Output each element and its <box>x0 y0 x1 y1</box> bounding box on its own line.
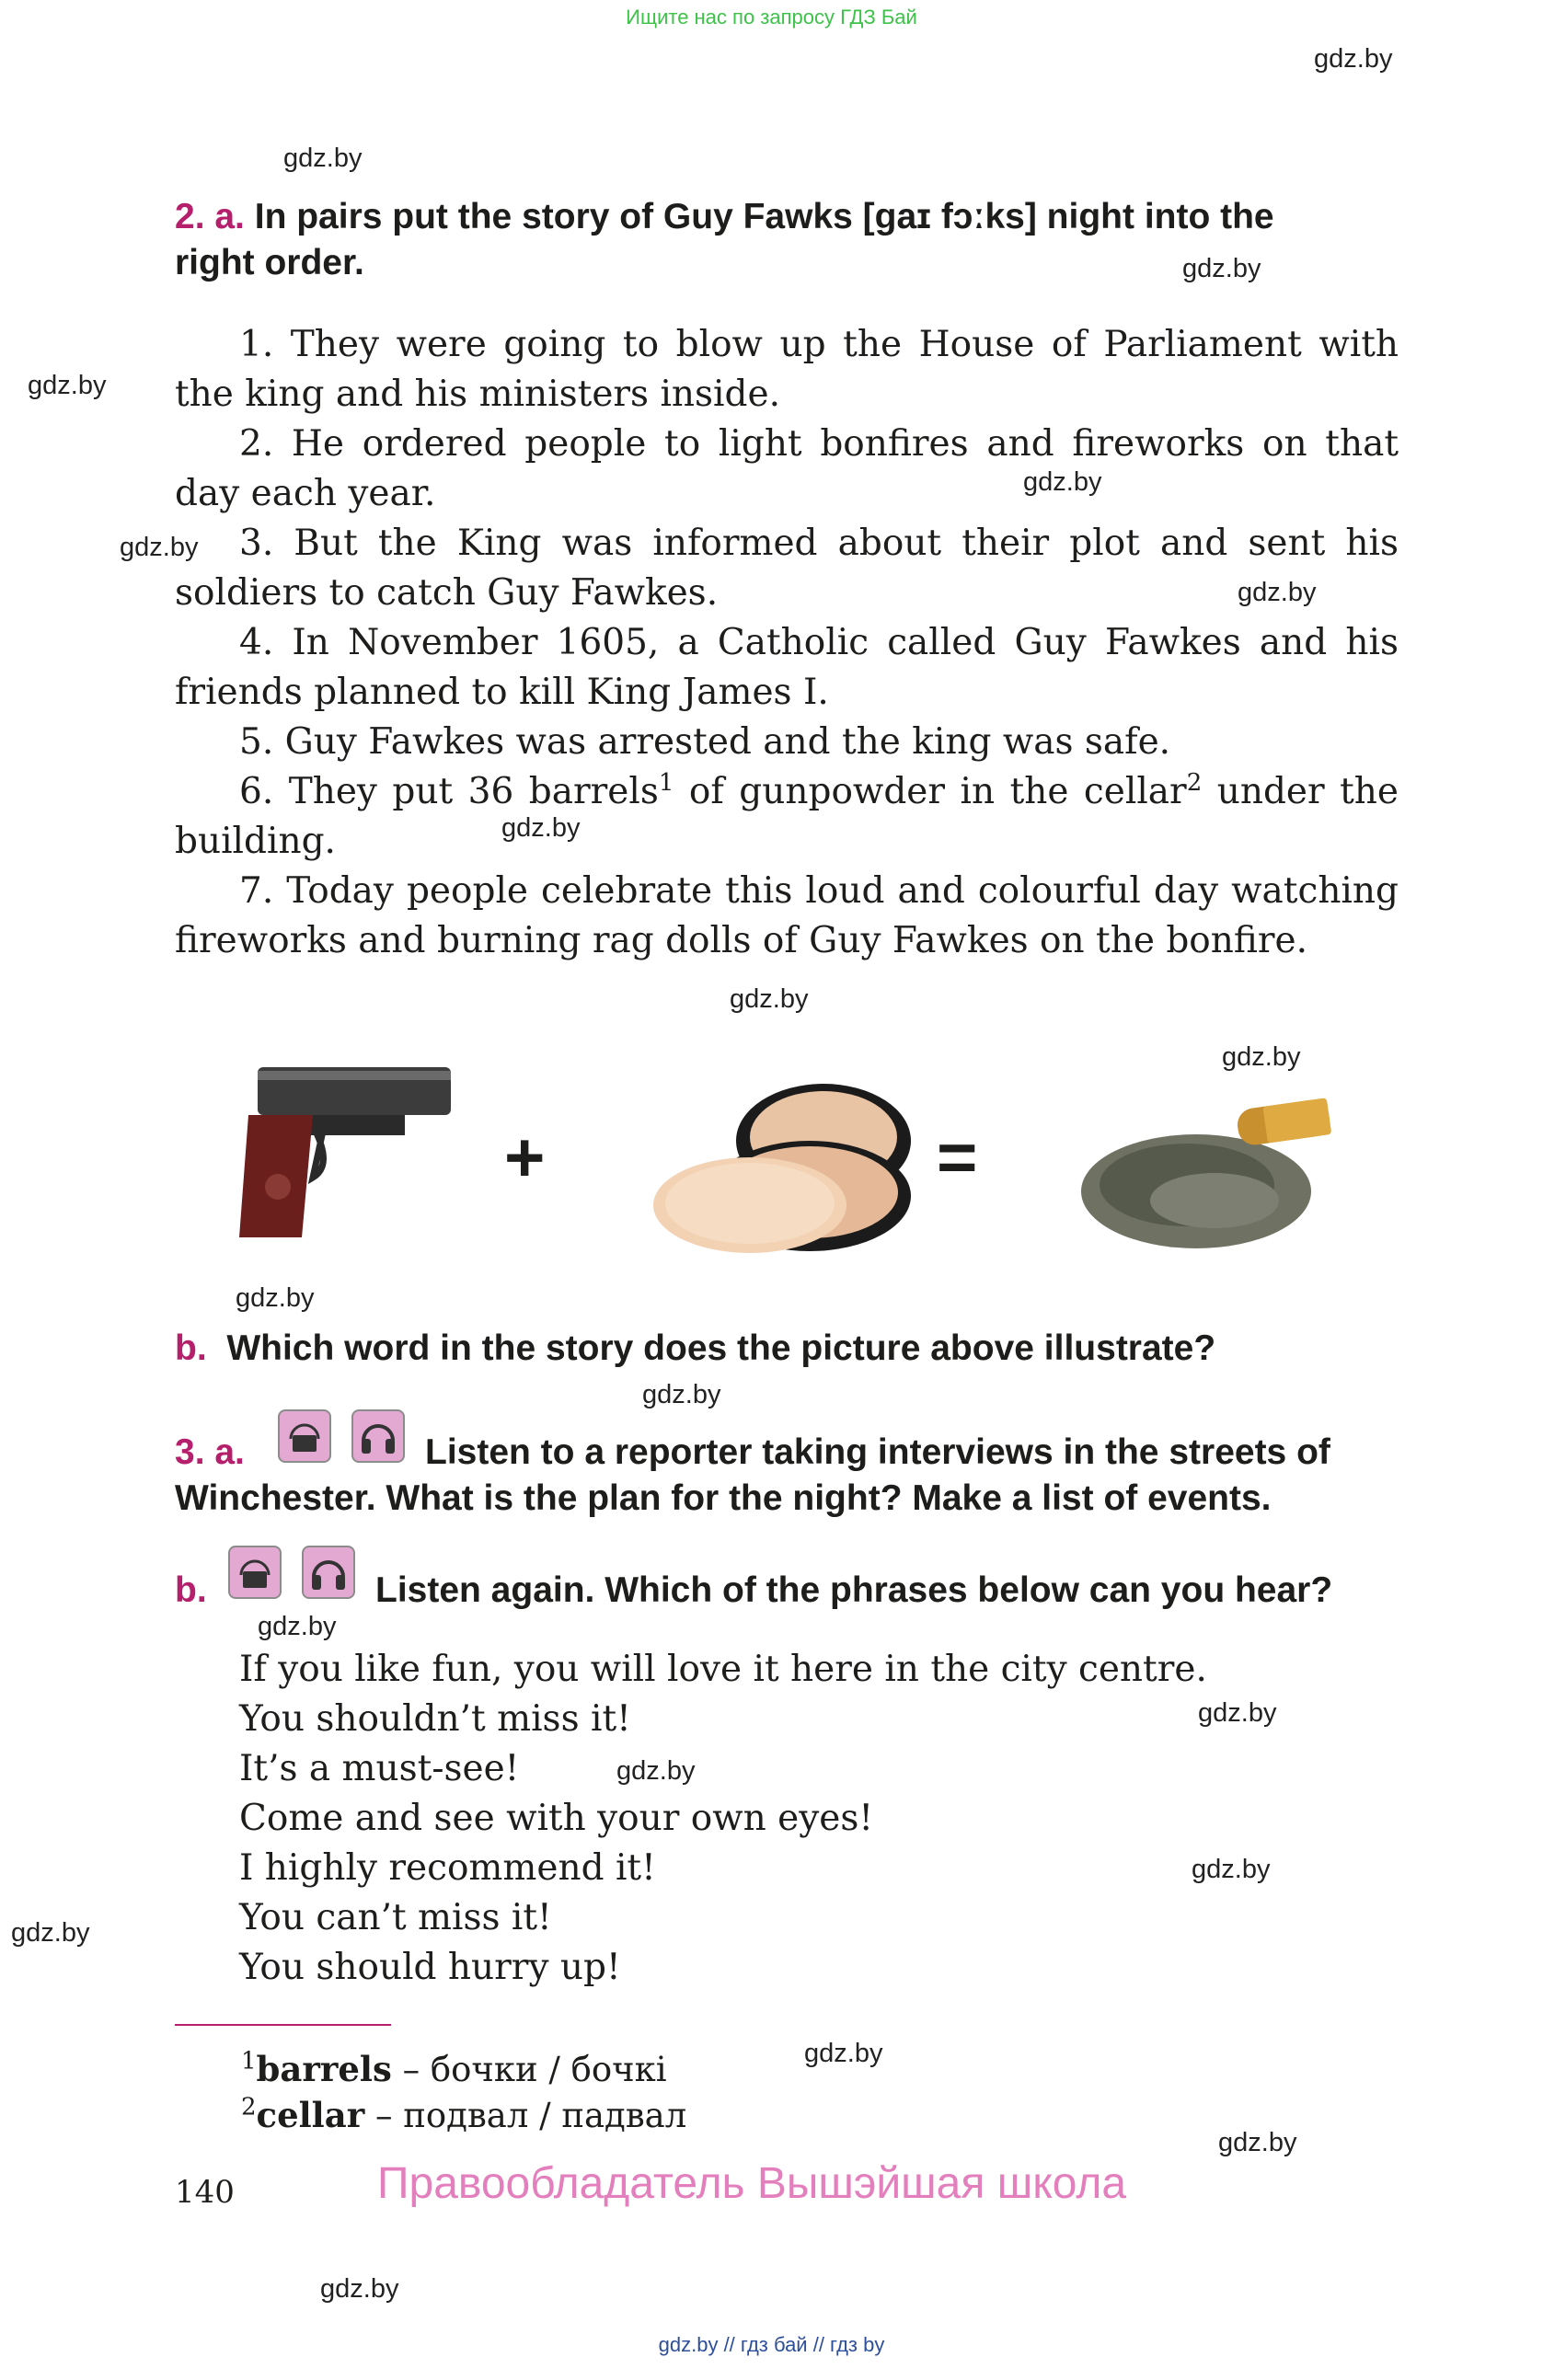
rights-holder: Правообладатель Вышэйшая школа <box>377 2159 1127 2208</box>
headphones-icon <box>302 1546 355 1599</box>
phrase-item: You can’t miss it! <box>239 1897 552 1938</box>
watermark: gdz.by <box>1023 467 1102 497</box>
task2b-text: Which word in the story does the picture above illustrate? <box>226 1328 1216 1368</box>
story-sentence-7: 7. Today people celebrate this loud and colourful day watching fireworks and burning rag dolls of Guy Fawkes on the bonfire. <box>175 870 1399 961</box>
watermark: gdz.by <box>258 1612 337 1641</box>
watermark: gdz.by <box>616 1756 696 1786</box>
audio-cd-icon <box>228 1546 282 1599</box>
task2-number: 2. a. <box>175 197 245 236</box>
footnote-1: $^1$barrels – бочки / бочкі <box>241 2047 667 2089</box>
watermark: gdz.by <box>804 2039 883 2068</box>
watermark: gdz.by <box>1192 1855 1271 1884</box>
powder-compact-image <box>644 1067 920 1260</box>
phrase-item: If you like fun, you will love it here in the city centre. <box>239 1649 1207 1690</box>
watermark: gdz.by <box>1314 44 1393 74</box>
story-sentence-1: 1. They were going to blow up the House of Parliament with the king and his ministers inside. <box>175 324 1399 415</box>
watermark: gdz.by <box>283 144 363 173</box>
watermark: gdz.by <box>320 2274 399 2304</box>
watermark: gdz.by <box>1222 1042 1301 1072</box>
watermark: gdz.by <box>642 1380 721 1409</box>
watermark: gdz.by <box>120 533 199 562</box>
plus-sign: + <box>504 1119 546 1197</box>
footnote-divider <box>175 2024 391 2026</box>
watermark: gdz.by <box>730 984 809 1014</box>
watermark: gdz.by <box>1218 2128 1297 2157</box>
phrase-item: It’s a must-see! <box>239 1748 520 1789</box>
watermark: gdz.by <box>501 813 581 843</box>
page-number: 140 <box>175 2174 235 2211</box>
task2b-label: b. <box>175 1328 207 1368</box>
pistol-image <box>230 1058 460 1242</box>
phrase-item: You should hurry up! <box>239 1947 621 1988</box>
story-sentence-3: 3. But the King was informed about their plot and sent his soldiers to catch Guy Fawkes. <box>175 523 1399 614</box>
task2b-question <box>175 1326 1215 1372</box>
bottom-banner[interactable]: gdz.by // гдз бай // гдз by <box>658 2333 885 2356</box>
task3a-text-line2: Winchester. What is the plan for the night? Make a list of events. <box>175 1478 1272 1518</box>
phrase-item: You shouldn’t miss it! <box>239 1698 631 1740</box>
phrase-item: Come and see with your own eyes! <box>239 1798 874 1839</box>
watermark: gdz.by <box>28 371 107 400</box>
story-sentence-4: 4. In November 1605, a Catholic called Guy Fawkes and his friends planned to kill King James I. <box>175 622 1399 713</box>
footnote-2: $^2$cellar – подвал / падвал <box>241 2093 687 2135</box>
watermark: gdz.by <box>1182 254 1261 283</box>
audio-cd-icon <box>278 1409 331 1463</box>
watermark: gdz.by <box>236 1283 315 1313</box>
task3b-label: b. <box>175 1570 207 1610</box>
story-sentence-2: 2. He ordered people to light bonfires and fireworks on that day each year. <box>175 423 1399 514</box>
top-banner: Ищите нас по запросу ГДЗ Бай <box>626 6 917 29</box>
task2-instruction-line1: In pairs put the story of Guy Fawks [gaɪ fɔːks] night into the <box>254 197 1274 236</box>
story-sentence-6: 6. They put 36 barrels$^1$ of gunpowder in the cellar$^2$ under the building. <box>175 769 1399 862</box>
task2-instruction <box>175 194 1399 286</box>
footnote-ref-2: 2 <box>1186 769 1203 797</box>
task3a-text-line1: Listen to a reporter taking interviews in the streets of <box>425 1432 1330 1472</box>
task3b-text: Listen again. Which of the phrases below can you hear? <box>375 1570 1333 1610</box>
watermark: gdz.by <box>1198 1698 1277 1728</box>
gunpowder-image <box>1077 1076 1353 1260</box>
phrase-item: I highly recommend it! <box>239 1847 656 1889</box>
task2-instruction-line2: right order. <box>175 243 364 282</box>
footnote-ref-1: 1 <box>658 769 674 797</box>
headphones-icon <box>351 1409 405 1463</box>
watermark: gdz.by <box>1238 578 1317 607</box>
watermark: gdz.by <box>11 1918 90 1948</box>
equals-sign: = <box>937 1119 978 1197</box>
task3a-number: 3. a. <box>175 1432 245 1472</box>
story-sentence-5: 5. Guy Fawkes was arrested and the king was safe. <box>239 721 1171 763</box>
